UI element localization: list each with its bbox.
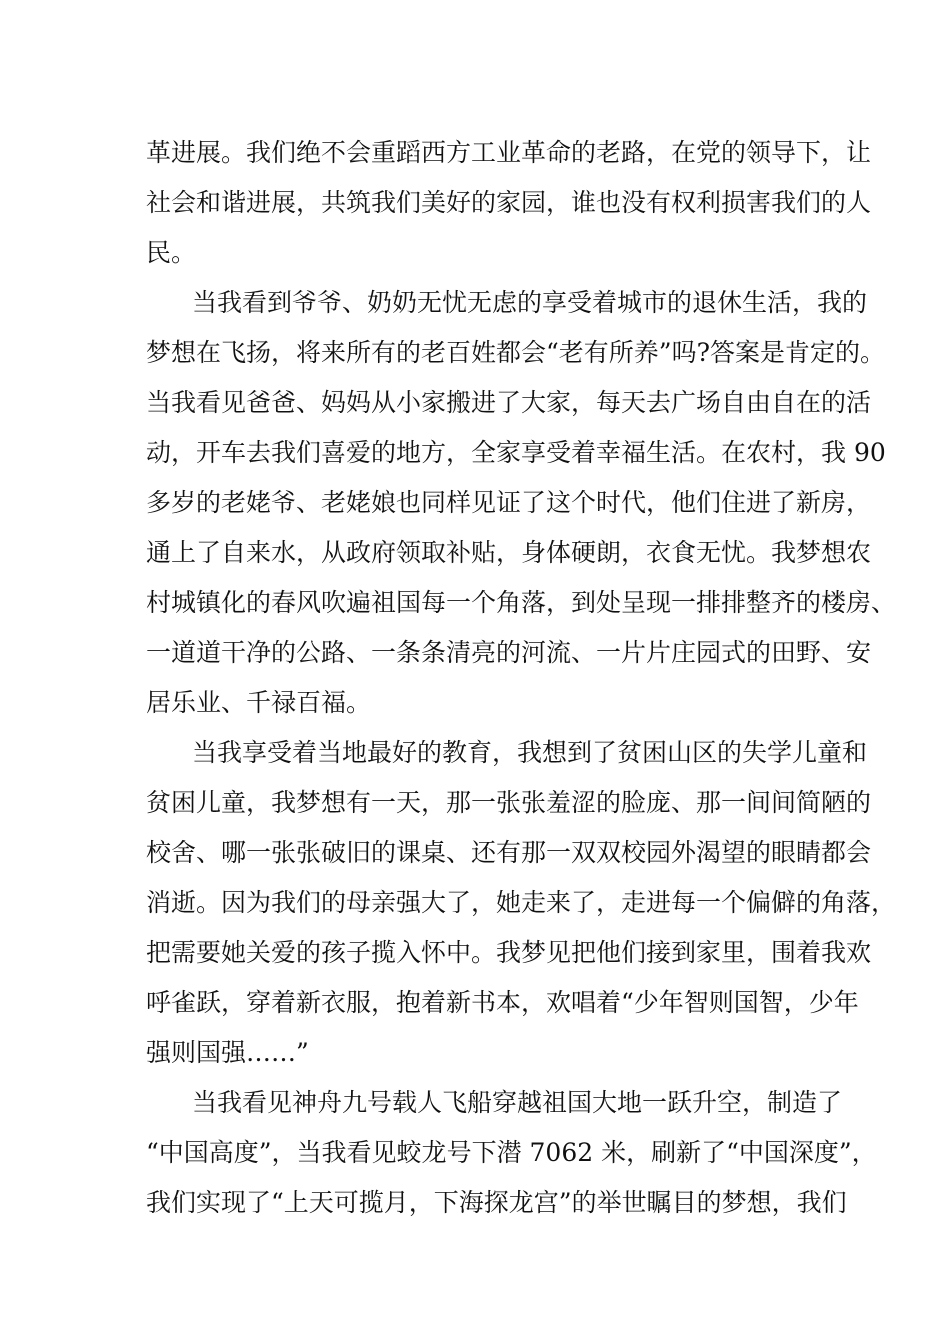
- paragraph-first-line: 当我享受着当地最好的教育，我想到了贫困山区的失学儿童和: [192, 738, 868, 767]
- text-line: 一道道干净的公路、一条条清亮的河流、一片片庄园式的田野、安: [146, 638, 872, 667]
- text-line: 动，开车去我们喜爱的地方，全家享受着幸福生活。在农村，我 90: [146, 438, 886, 467]
- text-line: 村城镇化的春风吹遍祖国每一个角落，到处呈现一排排整齐的楼房、: [146, 588, 897, 617]
- text-line: 我们实现了“上天可揽月，下海探龙宫”的举世瞩目的梦想，我们: [146, 1188, 847, 1217]
- paragraph-first-line: 当我看到爷爷、奶奶无忧无虑的享受着城市的退休生活，我的: [192, 288, 868, 317]
- text-line: 革进展。我们绝不会重蹈西方工业革命的老路，在党的领导下，让: [146, 138, 872, 167]
- text-line: 多岁的老姥爷、老姥娘也同样见证了这个时代，他们住进了新房，: [146, 488, 872, 517]
- text-line: 贫困儿童，我梦想有一天，那一张张羞涩的脸庞、那一间间简陋的: [146, 788, 872, 817]
- text-line: 把需要她关爱的孩子揽入怀中。我梦见把他们接到家里，围着我欢: [146, 938, 872, 967]
- text-line: “中国高度”，当我看见蛟龙号下潜 7062 米，刷新了“中国深度”，: [146, 1138, 877, 1167]
- text-line: 校舍、哪一张张破旧的课桌、还有那一双双校园外渴望的眼睛都会: [146, 838, 872, 867]
- text-line: 社会和谐进展，共筑我们美好的家园，谁也没有权利损害我们的人: [146, 188, 872, 217]
- text-line: 呼雀跃，穿着新衣服，抱着新书本，欢唱着“少年智则国智，少年: [146, 988, 859, 1017]
- text-line: 梦想在飞扬，将来所有的老百姓都会“老有所养”吗?答案是肯定的。: [146, 338, 885, 367]
- text-line: 消逝。因为我们的母亲强大了，她走来了，走进每一个偏僻的角落，: [146, 888, 897, 917]
- text-line: 通上了自来水，从政府领取补贴，身体硬朗，衣食无忧。我梦想农: [146, 538, 872, 567]
- text-line: 当我看见爸爸、妈妈从小家搬进了大家，每天去广场自由自在的活: [146, 388, 872, 417]
- text-line: 居乐业、千禄百福。: [146, 688, 372, 717]
- text-line: 民。: [146, 238, 197, 267]
- paragraph-first-line: 当我看见神舟九号载人飞船穿越祖国大地一跃升空，制造了: [192, 1088, 843, 1117]
- text-line: 强则国强……”: [146, 1038, 309, 1067]
